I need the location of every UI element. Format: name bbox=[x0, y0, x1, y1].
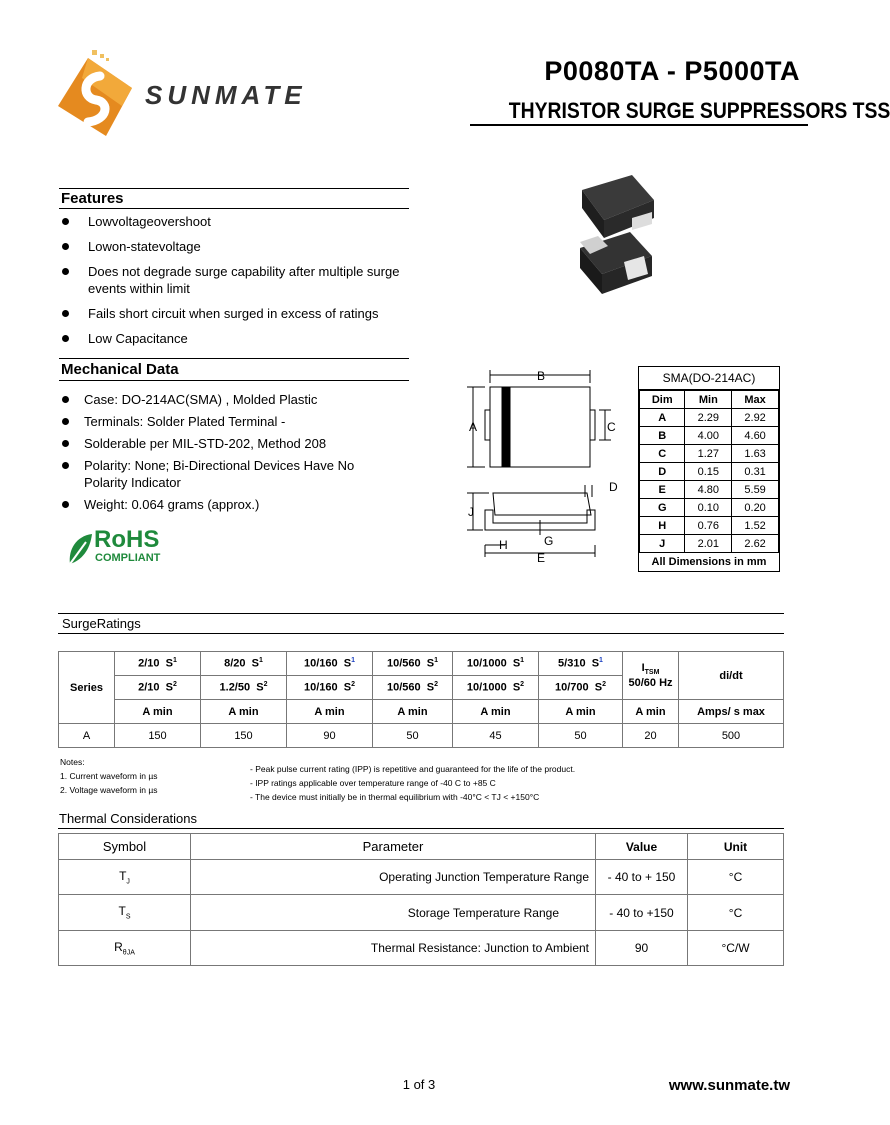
s-letter: S bbox=[343, 657, 352, 670]
table-cell: 2.29 bbox=[685, 409, 732, 427]
sup: 1 bbox=[172, 657, 177, 665]
table-cell: °C bbox=[688, 860, 784, 895]
list-item: Weight: 0.064 grams (approx.) bbox=[60, 496, 400, 513]
table-cell: Operating Junction Temperature Range bbox=[191, 860, 596, 895]
page-number: 1 of 3 bbox=[402, 1077, 436, 1092]
table-cell bbox=[453, 652, 539, 676]
website-url: www.sunmate.tw bbox=[668, 1077, 790, 1094]
s-letter: S bbox=[256, 681, 264, 694]
dim-label-a: A bbox=[469, 420, 478, 434]
thermal-rule bbox=[58, 828, 784, 829]
table-header: Parameter bbox=[191, 834, 596, 860]
table-row bbox=[640, 517, 779, 535]
symbol-subscript: θJA bbox=[122, 949, 135, 957]
dim-label-g: G bbox=[544, 534, 554, 548]
table-cell: 50 bbox=[539, 724, 623, 748]
s-letter: S bbox=[165, 681, 173, 694]
table-cell: A min bbox=[115, 700, 201, 724]
dimension-table-title: SMA(DO-214AC) bbox=[639, 367, 779, 390]
mechanical-top-rule bbox=[59, 358, 409, 359]
table-cell: Thermal Resistance: Junction to Ambient bbox=[191, 931, 596, 966]
list-item: Terminals: Solder Plated Terminal - bbox=[60, 413, 400, 430]
s-letter: S bbox=[512, 681, 521, 694]
sup: 1 bbox=[351, 657, 356, 665]
table-cell: C bbox=[640, 445, 685, 463]
s-letter: S bbox=[426, 657, 435, 670]
waveform-label: 10/560 bbox=[386, 681, 421, 694]
itsm-symbol: I bbox=[641, 662, 645, 675]
table-cell: 1.52 bbox=[732, 517, 779, 535]
table-header: Max bbox=[732, 391, 779, 409]
symbol-subscript: S bbox=[125, 913, 131, 921]
table-cell: G bbox=[640, 499, 685, 517]
symbol-cell bbox=[59, 931, 191, 966]
table-cell bbox=[287, 652, 373, 676]
table-cell: 1.27 bbox=[685, 445, 732, 463]
notes-right bbox=[250, 762, 780, 804]
table-cell bbox=[373, 676, 453, 700]
brand-wordmark: SUNMATE bbox=[145, 80, 307, 110]
table-row bbox=[59, 895, 784, 931]
s-letter: S bbox=[591, 657, 600, 670]
table-row bbox=[640, 535, 779, 553]
table-cell bbox=[201, 652, 287, 676]
table-cell: A min bbox=[287, 700, 373, 724]
table-cell: 5.59 bbox=[732, 481, 779, 499]
table-cell: 0.20 bbox=[732, 499, 779, 517]
logo-mark-icon bbox=[52, 48, 144, 140]
table-row bbox=[640, 481, 779, 499]
sup: 2 bbox=[172, 681, 177, 689]
table-cell: A min bbox=[373, 700, 453, 724]
symbol: T bbox=[118, 904, 126, 919]
thermal-heading: Thermal Considerations bbox=[59, 811, 198, 826]
s-letter: S bbox=[343, 681, 352, 694]
mechanical-list bbox=[60, 391, 400, 518]
table-cell: A min bbox=[623, 700, 679, 724]
sup: 2 bbox=[434, 681, 439, 689]
table-cell: A min bbox=[453, 700, 539, 724]
rohs-compliant-label: COMPLIANT bbox=[95, 552, 161, 564]
waveform-label: 10/160 bbox=[303, 681, 338, 694]
table-cell: 2.01 bbox=[685, 535, 732, 553]
table-cell: A bbox=[640, 409, 685, 427]
symbol: R bbox=[114, 939, 123, 954]
list-item: Solderable per MIL-STD-202, Method 208 bbox=[60, 435, 400, 452]
waveform-label: 2/10 bbox=[138, 657, 160, 670]
table-cell: Amps/ s max bbox=[679, 700, 784, 724]
table-cell: A min bbox=[201, 700, 287, 724]
waveform-label: 10/1000 bbox=[466, 657, 507, 670]
table-cell: 45 bbox=[453, 724, 539, 748]
title-rule bbox=[470, 124, 808, 126]
sup: 1 bbox=[434, 657, 439, 665]
note-item: - IPP ratings applicable over temperature range of -40 C to +85 C bbox=[250, 778, 496, 788]
table-cell: J bbox=[640, 535, 685, 553]
table-cell: E bbox=[640, 481, 685, 499]
features-bottom-rule bbox=[59, 208, 409, 209]
list-item: Polarity: None; Bi-Directional Devices Have No Polarity Indicator bbox=[60, 457, 400, 491]
table-cell bbox=[201, 676, 287, 700]
table-cell bbox=[287, 676, 373, 700]
table-cell: - 40 to + 150 bbox=[596, 860, 688, 895]
dim-label-b: B bbox=[537, 369, 546, 383]
rohs-label: RoHS bbox=[94, 526, 160, 553]
thermal-table bbox=[58, 833, 784, 966]
dimension-table-grid bbox=[639, 390, 779, 553]
table-row bbox=[59, 652, 784, 676]
note-item: - The device must initially be in thermal equilibrium with -40°C < TJ < +150°C bbox=[250, 792, 540, 802]
series-header: Series bbox=[59, 652, 115, 724]
table-cell: 0.31 bbox=[732, 463, 779, 481]
sup: 2 bbox=[351, 681, 356, 689]
symbol-cell bbox=[59, 895, 191, 931]
note-item: 1. Current waveform in µs bbox=[60, 771, 158, 781]
surge-ratings-table bbox=[58, 651, 784, 748]
table-row bbox=[640, 499, 779, 517]
table-cell: B bbox=[640, 427, 685, 445]
mechanical-heading: Mechanical Data bbox=[61, 361, 179, 378]
table-cell: °C/W bbox=[688, 931, 784, 966]
symbol: T bbox=[119, 868, 127, 883]
table-header: Value bbox=[596, 834, 688, 860]
table-cell bbox=[539, 652, 623, 676]
list-item: Lowvoltageovershoot bbox=[60, 213, 410, 230]
dim-label-j: J bbox=[468, 505, 474, 519]
sup: 2 bbox=[520, 681, 525, 689]
sup: 1 bbox=[520, 657, 525, 665]
table-cell: - 40 to +150 bbox=[596, 895, 688, 931]
dimension-table bbox=[638, 366, 780, 572]
table-cell bbox=[115, 652, 201, 676]
notes-heading: Notes: bbox=[60, 757, 85, 767]
table-cell: 4.00 bbox=[685, 427, 732, 445]
table-cell bbox=[539, 676, 623, 700]
list-item: Fails short circuit when surged in excess of ratings bbox=[60, 305, 410, 322]
dim-label-c: C bbox=[607, 420, 616, 434]
table-row bbox=[640, 409, 779, 427]
itsm-header bbox=[623, 652, 679, 700]
table-row bbox=[59, 834, 784, 860]
table-header: Unit bbox=[688, 834, 784, 860]
surge-bottom-rule bbox=[58, 633, 784, 634]
features-top-rule bbox=[59, 188, 409, 189]
waveform-label: 5/310 bbox=[558, 657, 586, 670]
list-item: Case: DO-214AC(SMA) , Molded Plastic bbox=[60, 391, 400, 408]
waveform-label: 10/1000 bbox=[466, 681, 507, 694]
table-cell: 2.92 bbox=[732, 409, 779, 427]
table-cell: A min bbox=[539, 700, 623, 724]
table-cell: H bbox=[640, 517, 685, 535]
table-cell: 150 bbox=[115, 724, 201, 748]
mechanical-bottom-rule bbox=[59, 380, 409, 381]
s-letter: S bbox=[426, 681, 435, 694]
waveform-label: 1.2/50 bbox=[219, 681, 251, 694]
itsm-frequency: 50/60 Hz bbox=[628, 676, 673, 689]
features-list bbox=[60, 213, 410, 355]
table-header: Dim bbox=[640, 391, 685, 409]
didt-header: di/dt bbox=[679, 652, 784, 700]
list-item: Lowon-statevoltage bbox=[60, 238, 410, 255]
surge-top-rule bbox=[58, 613, 784, 614]
table-cell: D bbox=[640, 463, 685, 481]
page-subtitle: THYRISTOR SURGE SUPPRESSORS TSS bbox=[508, 98, 890, 123]
table-cell bbox=[115, 676, 201, 700]
s-letter: S bbox=[251, 657, 259, 670]
list-item: Low Capacitance bbox=[60, 330, 410, 347]
table-cell: 0.10 bbox=[685, 499, 732, 517]
sup: 1 bbox=[599, 657, 603, 665]
itsm-subscript: TSM bbox=[644, 669, 660, 677]
waveform-label: 10/560 bbox=[386, 657, 421, 670]
table-cell: 1.63 bbox=[732, 445, 779, 463]
rohs-badge bbox=[66, 528, 176, 568]
table-cell: 4.80 bbox=[685, 481, 732, 499]
dim-label-d: D bbox=[609, 480, 618, 494]
list-item: Does not degrade surge capability after multiple surge events within limit bbox=[60, 263, 410, 297]
s-letter: S bbox=[594, 681, 603, 694]
table-row bbox=[640, 463, 779, 481]
table-cell: 150 bbox=[201, 724, 287, 748]
table-row bbox=[59, 860, 784, 895]
symbol-subscript: J bbox=[126, 878, 130, 886]
table-cell: 0.76 bbox=[685, 517, 732, 535]
table-cell: 20 bbox=[623, 724, 679, 748]
table-cell: 50 bbox=[373, 724, 453, 748]
s-letter: S bbox=[165, 657, 173, 670]
waveform-label: 2/10 bbox=[138, 681, 160, 694]
sup: 1 bbox=[258, 657, 263, 665]
sup: 2 bbox=[263, 681, 268, 689]
table-row bbox=[640, 427, 779, 445]
page-title: P0080TA - P5000TA bbox=[544, 56, 800, 86]
table-header: Min bbox=[685, 391, 732, 409]
package-photo bbox=[572, 170, 662, 310]
s-letter: S bbox=[512, 657, 521, 670]
table-cell: Storage Temperature Range bbox=[191, 895, 596, 931]
sup: 2 bbox=[602, 681, 607, 689]
table-cell: 4.60 bbox=[732, 427, 779, 445]
table-cell: 90 bbox=[287, 724, 373, 748]
note-item: - Peak pulse current rating (IPP) is repetitive and guaranteed for the life of the product. bbox=[250, 764, 576, 774]
dim-label-e: E bbox=[537, 551, 546, 565]
leaf-icon bbox=[66, 532, 94, 566]
waveform-label: 10/700 bbox=[554, 681, 589, 694]
note-item: 2. Voltage waveform in µs bbox=[60, 785, 158, 795]
table-row bbox=[59, 724, 784, 748]
notes-left bbox=[60, 755, 240, 797]
features-heading: Features bbox=[61, 190, 124, 207]
waveform-label: 10/160 bbox=[303, 657, 338, 670]
table-cell: °C bbox=[688, 895, 784, 931]
table-cell bbox=[453, 676, 539, 700]
dim-label-h: H bbox=[499, 538, 508, 552]
table-cell bbox=[373, 652, 453, 676]
table-cell: A bbox=[59, 724, 115, 748]
table-cell: 0.15 bbox=[685, 463, 732, 481]
dimension-table-footer: All Dimensions in mm bbox=[651, 556, 767, 568]
table-row bbox=[59, 700, 784, 724]
table-row bbox=[59, 931, 784, 966]
surge-heading: SurgeRatings bbox=[62, 616, 141, 631]
table-cell: 90 bbox=[596, 931, 688, 966]
table-row bbox=[640, 445, 779, 463]
table-cell: 2.62 bbox=[732, 535, 779, 553]
package-dimension-diagram bbox=[455, 365, 625, 565]
table-header: Symbol bbox=[59, 834, 191, 860]
waveform-label: 8/20 bbox=[224, 657, 246, 670]
symbol-cell bbox=[59, 860, 191, 895]
table-cell: 500 bbox=[679, 724, 784, 748]
